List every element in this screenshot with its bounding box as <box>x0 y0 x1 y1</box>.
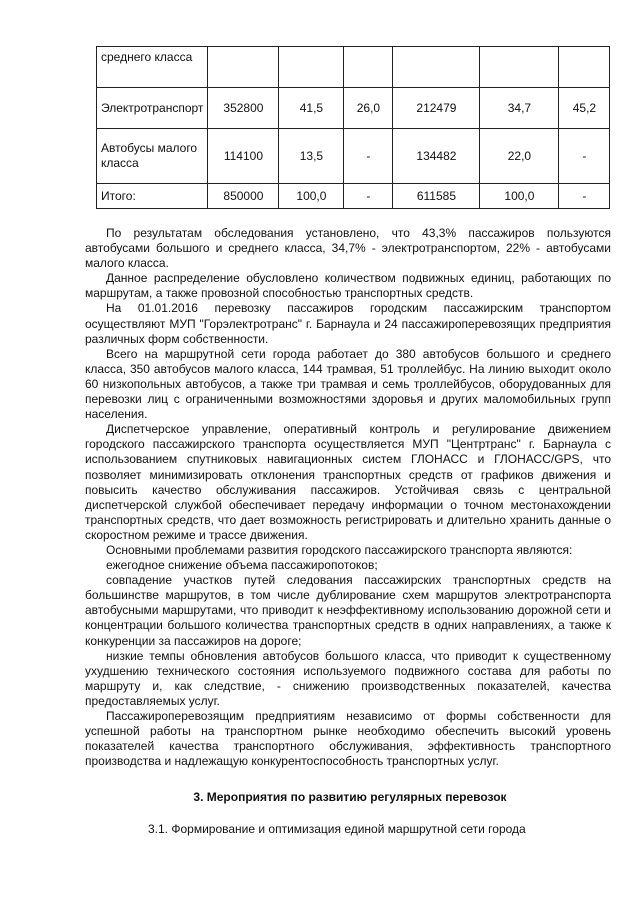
passenger-distribution-table <box>96 46 610 209</box>
table-row <box>97 88 610 129</box>
table-cell <box>279 47 344 88</box>
table-cell <box>480 47 559 88</box>
table-cell: 41,5 <box>279 88 344 129</box>
table-cell: 26,0 <box>344 88 393 129</box>
table-cell: 34,7 <box>480 88 559 129</box>
list-item-problem: ежегодное снижение объема пассажиропотоков; <box>106 558 378 573</box>
table-cell: 100,0 <box>480 184 559 209</box>
table-cell: 100,0 <box>279 184 344 209</box>
table-row-total <box>97 184 610 209</box>
paragraph-fleet: Всего на маршрутной сети города работает до 380 автобусов большого и среднего класса, 350 автобусов малого класса, 144 трамвая, 51 троллейбус. На линию выходит около 60 низкопольных автобусов, а также три трамвая и семь троллейбусов, оборудованных для перевозки лиц с ограниченными возможностями здоровья и других маломобильных групп населения. <box>85 346 611 422</box>
table-row <box>97 129 610 184</box>
table-cell: 850000 <box>208 184 279 209</box>
subsection-heading: 3.1. Формирование и оптимизация единой маршрутной сети города <box>148 822 526 836</box>
section-heading: 3. Мероприятия по развитию регулярных перевозок <box>193 790 507 804</box>
table-cell: 212479 <box>393 88 480 129</box>
paragraph-carriers: На 01.01.2016 перевозку пассажиров городским пассажирским транспортом осуществляют МУП "Горэлектротранс" г. Барнаула и 24 пассажироперевозящих предприятия различных форм собственности. <box>85 301 611 346</box>
table-cell: - <box>559 184 610 209</box>
paragraph-survey-results: По результатам обследования установлено, что 43,3% пассажиров пользуются автобусами большого и среднего класса, 34,7% - электротранспортом, 22% - автобусами малого класса. <box>85 226 611 271</box>
table-cell: - <box>344 184 393 209</box>
list-item-problem: низкие темпы обновления автобусов большого класса, что приводит к существенному ухудшению технического состояния используемого подвижного состава для работы по маршруту и, как следствие, - снижению производственных показателей, качества предоставляемых услуг. <box>85 648 611 708</box>
table-cell: 134482 <box>393 129 480 184</box>
table-cell <box>559 47 610 88</box>
table-cell-name: среднего класса <box>97 47 208 88</box>
table-cell-name: Электротранспорт <box>97 88 208 129</box>
table-cell: 114100 <box>208 129 279 184</box>
paragraph-problems-intro: Основными проблемами развития городского пассажирского транспорта являются: <box>106 542 573 557</box>
table-cell: 13,5 <box>279 129 344 184</box>
body-text <box>85 226 611 769</box>
table-cell <box>208 47 279 88</box>
table-cell: 352800 <box>208 88 279 129</box>
table-cell: 22,0 <box>480 129 559 184</box>
table-cell-name: Итого: <box>97 184 208 209</box>
table-cell: 45,2 <box>559 88 610 129</box>
table-cell <box>393 47 480 88</box>
paragraph-conclusion: Пассажироперевозящим предприятиям независимо от формы собственности для успешной работы на транспортном рынке необходимо обеспечить высокий уровень показателей качества транспортного обслуживания, эффективность транспортного производства и надлежащую конкурентоспособность транспортных услуг. <box>85 709 611 769</box>
table-cell: 611585 <box>393 184 480 209</box>
list-item-problem: совпадение участков путей следования пассажирских транспортных средств на большинстве маршрутов, в том числе дублирование схем маршрутов электротранспорта автобусными маршрутами, что приводит к неэффективному использованию дорожной сети и концентрации большого количества транспортных средств в одних направлениях, а также к конкуренции за пассажиров на дороге; <box>85 573 611 648</box>
table-cell: - <box>559 129 610 184</box>
table-cell <box>344 47 393 88</box>
table-row <box>97 47 610 88</box>
paragraph-distribution: Данное распределение обусловлено количеством подвижных единиц, работающих по маршрутам, а также провозной способностью транспортных средств. <box>85 271 611 301</box>
table-cell-name: Автобусы малого класса <box>97 129 208 184</box>
table-cell: - <box>344 129 393 184</box>
paragraph-dispatch: Диспетчерское управление, оперативный контроль и регулирование движением городского пассажирского транспорта осуществляется МУП "Центртранс" г. Барнаула с использованием спутниковых навигационных систем ГЛОНАСС и ГЛОНАСС/GPS, что позволяет минимизировать отклонения транспортных средств от графиков движения и повысить качество обслуживания пассажиров. Устойчивая связь с центральной диспетчерской службой обеспечивает передачу информации о точном местонахождении транспортных средств, что дает возможность регистрировать и длительно хранить данные о скоростном режиме и трассе движения. <box>85 422 611 542</box>
